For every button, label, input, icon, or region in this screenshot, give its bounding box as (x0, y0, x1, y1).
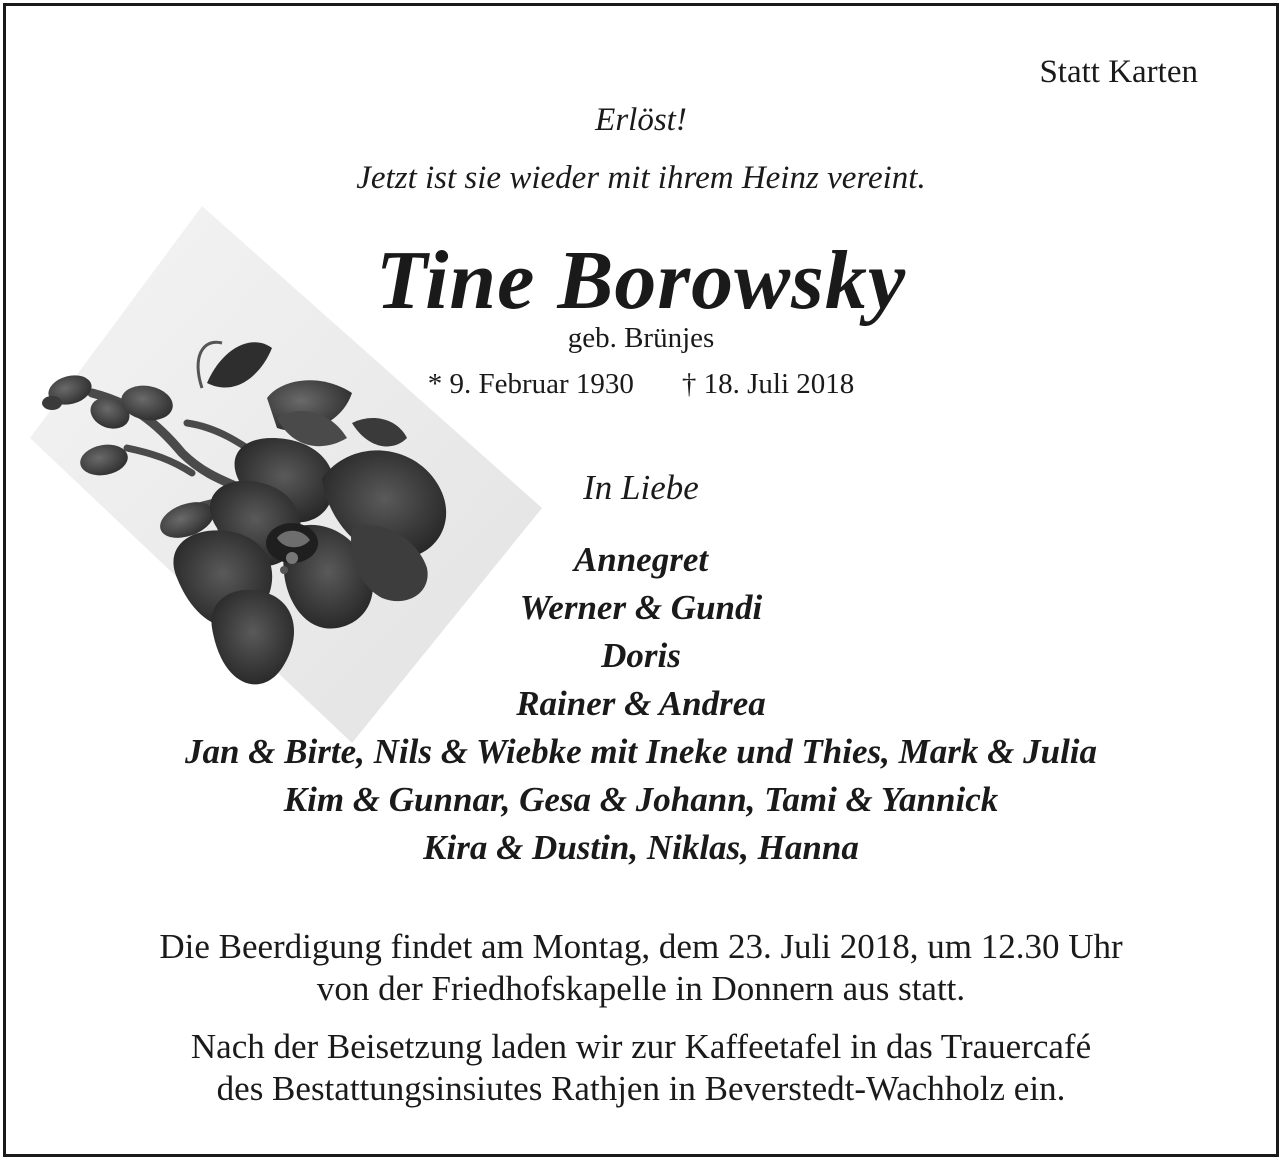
maiden-name: geb. Brünjes (567, 322, 715, 354)
funeral-line-1: Die Beerdigung findet am Montag, dem 23. Juli 2018, um 12.30 Uhr (159, 927, 1123, 966)
mourner-line: Annegret (573, 540, 709, 579)
farewell-text: In Liebe (583, 468, 699, 507)
reception-line-2: des Bestattungsinsiutes Rathjen in Beverstedt-Wachholz ein. (216, 1069, 1066, 1108)
quote-line-2: Jetzt ist sie wieder mit ihrem Heinz vereint. (356, 160, 926, 196)
mourner-line: Werner & Gundi (519, 588, 763, 627)
funeral-line-2: von der Friedhofskapelle in Donnern aus statt. (316, 969, 966, 1008)
birth-date: * 9. Februar 1930 (427, 368, 634, 400)
mourner-line: Kira & Dustin, Niklas, Hanna (423, 828, 859, 867)
statt-karten-note: Statt Karten (1039, 54, 1198, 90)
reception-line-1: Nach der Beisetzung laden wir zur Kaffeetafel in das Trauercafé (190, 1027, 1092, 1066)
mourner-line: Rainer & Andrea (516, 684, 766, 723)
death-date: † 18. Juli 2018 (681, 368, 855, 400)
mourner-line: Kim & Gunnar, Gesa & Johann, Tami & Yannick (283, 780, 999, 819)
mourner-line: Jan & Birte, Nils & Wiebke mit Ineke und Thies, Mark & Julia (184, 732, 1098, 771)
life-dates (6, 368, 1276, 401)
deceased-name: Tine Borowsky (375, 234, 907, 327)
obituary-notice (3, 3, 1279, 1157)
quote-line-1: Erlöst! (595, 102, 687, 138)
mourner-line: Doris (601, 636, 681, 675)
